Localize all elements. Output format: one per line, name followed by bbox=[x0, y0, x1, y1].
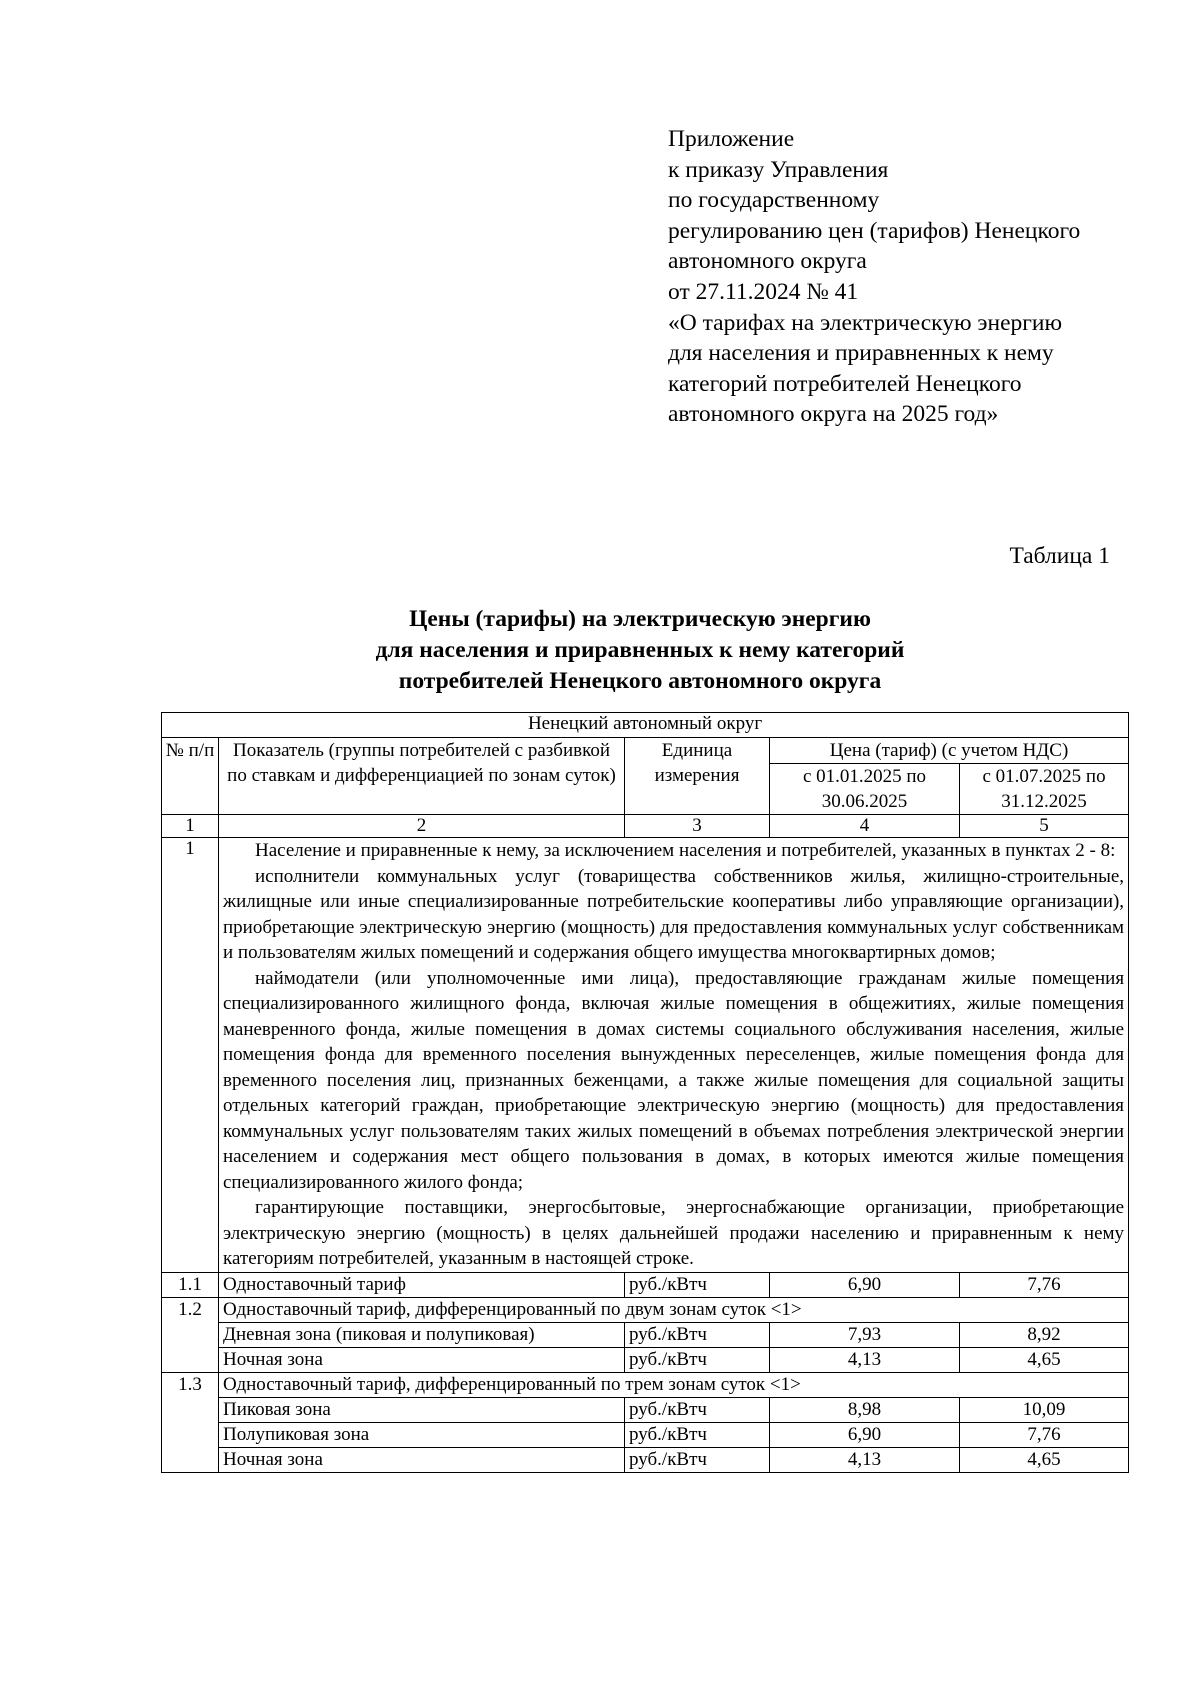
column-number: 4 bbox=[770, 815, 960, 838]
description-paragraph: исполнители коммунальных услуг (товарищества собственников жилья, жилищно-строительные, жилищные или иные специализированные потребительские кооперативы либо управляющие организации), приобретающие электрическую энергию (мощность) для предоставления коммунальных услуг собственникам и пользователям жилых помещений и содержания общего имущества многоквартирных домов; bbox=[223, 865, 1125, 963]
appendix-line: категорий потребителей Ненецкого bbox=[668, 370, 1022, 397]
row-num: 1.2 bbox=[162, 1297, 219, 1372]
row-value-period-2: 7,76 bbox=[960, 1272, 1129, 1297]
header-price: Цена (тариф) (с учетом НДС) bbox=[770, 738, 1129, 764]
row-1-description bbox=[219, 838, 1129, 1273]
row-num: 1.3 bbox=[162, 1372, 219, 1472]
row-unit: руб./кВтч bbox=[625, 1447, 770, 1472]
row-value-period-1: 8,98 bbox=[770, 1397, 960, 1422]
row-value-period-2: 7,76 bbox=[960, 1422, 1129, 1447]
row-num: 1 bbox=[162, 838, 219, 1273]
row-group-label: Одноставочный тариф, дифференцированный по двум зонам суток <1> bbox=[219, 1297, 1129, 1322]
appendix-block bbox=[668, 124, 1168, 430]
row-label: Дневная зона (пиковая и полупиковая) bbox=[219, 1322, 625, 1347]
column-number: 1 bbox=[162, 815, 219, 838]
row-value-period-2: 10,09 bbox=[960, 1397, 1129, 1422]
region-header: Ненецкий автономный округ bbox=[162, 713, 1129, 738]
title-line: потребителей Ненецкого автономного округа bbox=[398, 668, 882, 694]
row-value-period-1: 4,13 bbox=[770, 1447, 960, 1472]
row-value-period-1: 4,13 bbox=[770, 1347, 960, 1372]
row-value-period-2: 4,65 bbox=[960, 1447, 1129, 1472]
row-unit: руб./кВтч bbox=[625, 1322, 770, 1347]
header-unit: Единица измерения bbox=[625, 738, 770, 815]
appendix-line: автономного округа bbox=[668, 248, 867, 275]
header-num: № п/п bbox=[162, 738, 219, 815]
row-group-label: Одноставочный тариф, дифференцированный по трем зонам суток <1> bbox=[219, 1372, 1129, 1397]
description-paragraph: гарантирующие поставщики, энергосбытовые, энергоснабжающие организации, приобретающие электрическую энергию (мощность) в целях дальнейшей продажи населению и приравненным к нему категориям потребителей, указанным в настоящей строке. bbox=[223, 1197, 1125, 1269]
title-line: для населения и приравненных к нему категорий bbox=[375, 637, 905, 663]
row-label: Пиковая зона bbox=[219, 1397, 625, 1422]
column-number: 5 bbox=[960, 815, 1129, 838]
row-unit: руб./кВтч bbox=[625, 1422, 770, 1447]
header-period-1: с 01.01.2025 по 30.06.2025 bbox=[770, 764, 960, 815]
description-paragraph: Население и приравненные к нему, за исключением населения и потребителей, указанных в пунктах 2 - 8: bbox=[255, 840, 1116, 861]
document-title bbox=[160, 604, 1120, 697]
column-number: 2 bbox=[219, 815, 625, 838]
row-label: Полупиковая зона bbox=[219, 1422, 625, 1447]
description-paragraph: наймодатели (или уполномоченные ими лица), предоставляющие гражданам жилые помещения специализированного жилищного фонда, включая жилые помещения в общежитиях, жилые помещения маневренного фонда, жилые помещения в домах системы социального обслуживания населения, жилые помещения фонда для временного поселения вынужденных переселенцев, жилые помещения фонда для временного поселения лиц, признанных беженцами, а также жилые помещения для социальной защиты отдельных категорий граждан, приобретающие электрическую энергию (мощность) для предоставления коммунальных услуг пользователям таких жилых помещений в объемах потребления электрической энергии населением и содержания мест общего пользования в домах, в которых имеются жилые помещения специализированного жилого фонда; bbox=[223, 967, 1125, 1193]
appendix-line: автономного округа на 2025 год» bbox=[668, 401, 999, 428]
row-num: 1.1 bbox=[162, 1272, 219, 1297]
row-value-period-2: 8,92 bbox=[960, 1322, 1129, 1347]
appendix-line: Приложение bbox=[668, 126, 795, 152]
table-label: Таблица 1 bbox=[1009, 543, 1110, 569]
row-value-period-1: 6,90 bbox=[770, 1422, 960, 1447]
title-line: Цены (тарифы) на электрическую энергию bbox=[409, 606, 871, 632]
appendix-line: для населения и приравненных к нему bbox=[668, 340, 1054, 367]
header-period-2: с 01.07.2025 по 31.12.2025 bbox=[960, 764, 1129, 815]
row-label: Ночная зона bbox=[219, 1447, 625, 1472]
row-value-period-1: 6,90 bbox=[770, 1272, 960, 1297]
column-number: 3 bbox=[625, 815, 770, 838]
appendix-line: от 27.11.2024 № 41 bbox=[668, 278, 859, 305]
appendix-line: по государственному bbox=[668, 187, 880, 214]
row-label: Ночная зона bbox=[219, 1347, 625, 1372]
row-unit: руб./кВтч bbox=[625, 1347, 770, 1372]
appendix-line: «О тарифах на электрическую энергию bbox=[668, 309, 1063, 336]
header-indicator: Показатель (группы потребителей с разбивкой по ставкам и дифференциацией по зонам суток) bbox=[219, 738, 625, 815]
row-value-period-1: 7,93 bbox=[770, 1322, 960, 1347]
row-label: Одноставочный тариф bbox=[219, 1272, 625, 1297]
tariff-table bbox=[161, 712, 1129, 1473]
appendix-line: регулированию цен (тарифов) Ненецкого bbox=[668, 217, 1081, 244]
row-unit: руб./кВтч bbox=[625, 1272, 770, 1297]
appendix-line: к приказу Управления bbox=[668, 156, 889, 183]
row-value-period-2: 4,65 bbox=[960, 1347, 1129, 1372]
row-unit: руб./кВтч bbox=[625, 1397, 770, 1422]
